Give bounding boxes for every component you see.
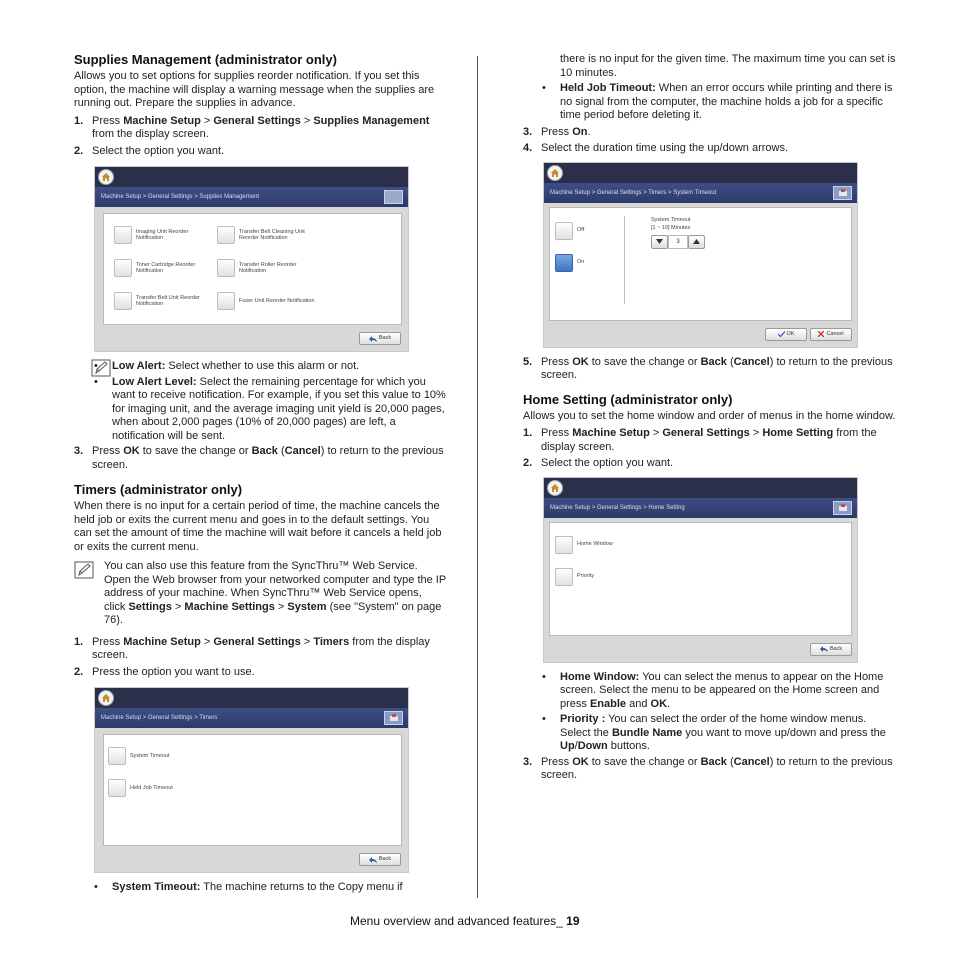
supplies-steps bbox=[74, 115, 446, 159]
breadcrumb-bar bbox=[544, 183, 857, 203]
off-checkbox[interactable] bbox=[555, 222, 573, 240]
screen-top-bar bbox=[95, 167, 408, 187]
timers-note: You can also use this feature from the SyncThru™ Web Service. Open the Web browser from your networked computer and type the IP address of your machine. When SyncThru™ Web Service opens, click Settings > Machine Settings > System (see "System" on page 76). bbox=[74, 560, 446, 628]
supplies-bullets bbox=[74, 360, 446, 443]
option-system-timeout[interactable]: System Timeout bbox=[108, 747, 169, 765]
bullet-system-timeout: • System Timeout: The machine returns to the Copy menu if bbox=[93, 881, 446, 895]
settings-icon[interactable] bbox=[833, 501, 852, 515]
ok-button[interactable]: OK bbox=[765, 328, 807, 341]
timeout-field-title: System Timeout bbox=[651, 216, 691, 223]
timers-step-1: 1. Press Machine Setup > General Settings > Timers from the display screen. bbox=[74, 635, 430, 661]
option-priority[interactable]: Priority bbox=[555, 568, 594, 586]
option-on[interactable]: On bbox=[555, 254, 584, 272]
breadcrumb-bar bbox=[544, 498, 857, 518]
screen-top-bar bbox=[544, 478, 857, 498]
option-transfer-roller-reorder[interactable]: Transfer Roller Reorder Notification bbox=[217, 259, 297, 277]
breadcrumb: Machine Setup > General Settings > Supplies Management bbox=[101, 194, 260, 200]
option-checkbox[interactable] bbox=[114, 259, 132, 277]
timeout-field-range: [1 ~ 10] Minutes bbox=[651, 224, 691, 231]
settings-icon[interactable] bbox=[833, 186, 852, 200]
left-column bbox=[74, 52, 446, 897]
option-checkbox[interactable] bbox=[114, 226, 132, 244]
option-imaging-unit-reorder[interactable]: Imaging Unit Reorder Notification bbox=[114, 226, 188, 244]
bullet-low-alert: • Low Alert: Select whether to use this alarm or not. bbox=[93, 360, 446, 374]
home-icon[interactable] bbox=[547, 165, 563, 181]
page-number: 19 bbox=[566, 914, 580, 928]
option-checkbox[interactable] bbox=[114, 292, 132, 310]
home-heading: Home Setting (administrator only) bbox=[523, 391, 733, 407]
supplies-heading: Supplies Management (administrator only) bbox=[74, 52, 337, 67]
timers-step-4: 4. Select the duration time using the up/down arrows. bbox=[523, 142, 789, 154]
settings-icon[interactable] bbox=[384, 711, 403, 725]
bullet-held-job-timeout: • Held Job Timeout: When an error occurs while printing and there is no signal from the computer, the machine holds a job for a specific time period before deleting it. bbox=[541, 82, 897, 123]
back-button[interactable]: Back bbox=[359, 332, 401, 345]
option-checkbox[interactable] bbox=[217, 226, 235, 244]
page-footer bbox=[350, 914, 580, 928]
home-step-3: 3. Press OK to save the change or Back (Cancel) to return to the previous screen. bbox=[523, 755, 893, 781]
system-timeout-screen bbox=[543, 162, 858, 348]
back-arrow-icon bbox=[369, 857, 377, 863]
footer-text: Menu overview and advanced features_ bbox=[350, 914, 567, 928]
breadcrumb-bar bbox=[95, 187, 408, 207]
timeout-panel bbox=[549, 207, 852, 321]
home-icon[interactable] bbox=[98, 690, 114, 706]
timers-screen bbox=[94, 687, 409, 873]
on-checkbox[interactable] bbox=[555, 254, 573, 272]
supplies-screen bbox=[94, 166, 409, 352]
option-checkbox[interactable] bbox=[217, 292, 235, 310]
check-icon bbox=[778, 331, 785, 337]
back-arrow-icon bbox=[369, 336, 377, 342]
option-fuser-unit-reorder[interactable]: Fuser Unit Reorder Notification bbox=[217, 292, 315, 310]
supplies-intro: Allows you to set options for supplies reorder notification. If you set this option, the machine will display a warning message when the supplies are running out. Prepare the supplies in advance. bbox=[74, 70, 435, 109]
timers-heading: Timers (administrator only) bbox=[74, 482, 243, 497]
option-checkbox[interactable] bbox=[555, 568, 573, 586]
panel-separator bbox=[624, 216, 625, 304]
home-icon[interactable] bbox=[98, 169, 114, 185]
bullet-home-window: • Home Window: You can select the menus to appear on the Home screen. Select the menu to be appeared on the Home screen and press Enable and OK. bbox=[541, 671, 897, 712]
bullet-low-alert-level: • Low Alert Level: Select the remaining percentage for which you want to receive notification. For example, if you set this value to 10% for imaging unit, and the average imaging unit yield is 20,000 pages, when about 2,000 pages (10% of 20,000 pages) are left, a notification will be sent. bbox=[93, 376, 446, 444]
breadcrumb: Machine Setup > General Settings > Timers > System Timeout bbox=[550, 189, 717, 196]
arrow-down-icon[interactable] bbox=[651, 235, 668, 249]
screen-top-bar bbox=[95, 688, 408, 708]
back-button[interactable]: Back bbox=[359, 853, 401, 866]
option-home-window[interactable]: Home Window bbox=[555, 536, 613, 554]
note-pencil-icon bbox=[74, 561, 94, 579]
options-panel bbox=[549, 522, 852, 636]
supplies-step-3: 3. Press OK to save the change or Back (Cancel) to return to the previous screen. bbox=[74, 445, 444, 471]
home-intro: Allows you to set the home window and order of menus in the home window. bbox=[523, 409, 896, 422]
supplies-step-2: 2. Select the option you want. bbox=[74, 144, 225, 157]
option-checkbox[interactable] bbox=[555, 536, 573, 554]
back-arrow-icon bbox=[820, 646, 828, 652]
option-checkbox[interactable] bbox=[217, 259, 235, 277]
timers-step-2: 2. Press the option you want to use. bbox=[74, 665, 255, 678]
x-icon bbox=[818, 331, 824, 337]
supplies-step-1: 1. Press Machine Setup > General Settings > Supplies Management from the display screen. bbox=[74, 114, 430, 140]
timeout-stepper[interactable] bbox=[651, 235, 705, 249]
option-transfer-belt-cleaning-reorder[interactable]: Transfer Belt Cleaning Unit Reorder Notification bbox=[217, 226, 305, 244]
arrow-up-icon[interactable] bbox=[688, 235, 705, 249]
screen-top-bar bbox=[544, 163, 857, 183]
bullet-system-timeout-cont: there is no input for the given time. The maximum time you can set is 10 minutes. bbox=[560, 53, 896, 79]
options-panel bbox=[103, 213, 402, 325]
home-setting-screen bbox=[543, 477, 858, 663]
settings-icon[interactable] bbox=[384, 190, 403, 204]
option-toner-cartridge-reorder[interactable]: Toner Cartridge Reorder Notification bbox=[114, 259, 195, 277]
home-step-2: 2. Select the option you want. bbox=[523, 457, 674, 469]
back-button[interactable]: Back bbox=[810, 643, 852, 656]
breadcrumb: Machine Setup > General Settings > Timers bbox=[101, 715, 218, 721]
bullet-priority: • Priority : You can select the order of the home window menus. Select the Bundle Name you want to move up/down and press the Up/Down buttons. bbox=[541, 713, 897, 754]
option-off[interactable]: Off bbox=[555, 222, 584, 240]
option-held-job-timeout[interactable]: Held Job Timeout bbox=[108, 779, 173, 797]
cancel-button[interactable]: Cancel bbox=[810, 328, 852, 341]
column-divider bbox=[477, 56, 478, 898]
home-step-1: 1. Press Machine Setup > General Settings > Home Setting from the display screen. bbox=[523, 427, 877, 453]
option-transfer-belt-unit-reorder[interactable]: Transfer Belt Unit Reorder Notification bbox=[114, 292, 200, 310]
option-checkbox[interactable] bbox=[108, 779, 126, 797]
options-panel bbox=[103, 734, 402, 846]
timers-step-3: 3. Press On. bbox=[523, 125, 591, 138]
timeout-value[interactable]: 3 bbox=[668, 235, 688, 249]
option-checkbox[interactable] bbox=[108, 747, 126, 765]
home-icon[interactable] bbox=[547, 480, 563, 496]
breadcrumb-bar bbox=[95, 708, 408, 728]
timers-step-5: 5. Press OK to save the change or Back (Cancel) to return to the previous screen. bbox=[523, 355, 893, 381]
right-column bbox=[523, 52, 897, 786]
timers-intro: When there is no input for a certain period of time, the machine cancels the held job or exits the current menu and goes in to the default settings. You can set the amount of time the machine will wait before it cancels a held job or exits the current menu. bbox=[74, 500, 442, 553]
breadcrumb: Machine Setup > General Settings > Home Setting bbox=[550, 504, 685, 511]
